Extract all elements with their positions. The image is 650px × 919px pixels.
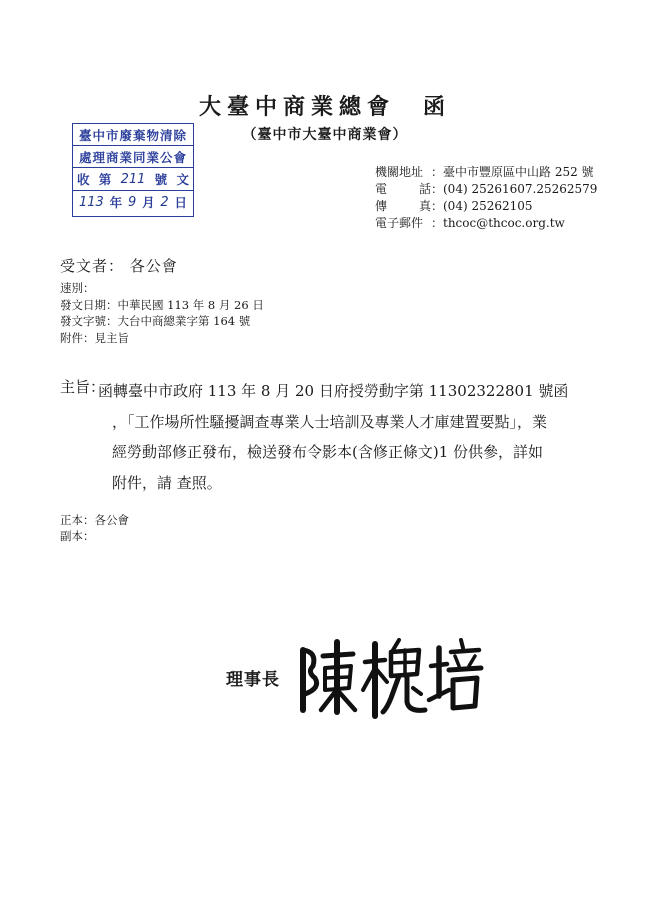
subject-label: 主旨：	[60, 378, 106, 396]
subject-line-3: 經勞動部修正發布，檢送發布令影本(含修正條文)1 份供參，詳如	[112, 443, 544, 461]
contact-block	[375, 164, 597, 232]
contact-fax	[375, 198, 597, 215]
stamp-number: 211	[120, 171, 146, 187]
fax-value: ：(04) 25262105	[431, 199, 533, 213]
stamp-line-2: 處理商業同業公會	[73, 146, 193, 168]
contact-email	[375, 215, 597, 232]
stamp-date-row	[73, 191, 193, 213]
contact-address	[375, 164, 597, 181]
subject-line-4: 附件，請 查照。	[112, 473, 222, 492]
fax-label: 傳 真	[375, 199, 431, 213]
address-label: 機關地址	[375, 165, 424, 179]
stamp-month: 9	[127, 194, 137, 210]
stamp-hao-label: 號	[154, 172, 168, 187]
contact-phone	[375, 181, 597, 198]
document-subtitle: （臺中市大臺中商業會）	[242, 127, 408, 143]
address-value: ：臺中市豐原區中山路 252 號	[431, 165, 594, 179]
stamp-number-row	[73, 168, 193, 191]
phone-label: 電 話	[375, 182, 431, 196]
subject-body	[98, 376, 593, 498]
meta-block	[60, 280, 264, 346]
stamp-di-label: 第	[98, 172, 112, 187]
stamp-line-1: 臺中市廢棄物清除	[73, 124, 193, 146]
stamp-year: 113	[79, 194, 104, 210]
subject-line-2: ，「工作場所性騷擾調查專業人士培訓及專業人才庫建置要點」，業	[112, 412, 548, 431]
duplicate-recipients: 副本：	[60, 529, 95, 543]
receipt-stamp	[72, 123, 194, 217]
phone-value: ：(04) 25261607.25262579	[431, 182, 598, 196]
original-recipients: 正本：各公會	[60, 513, 129, 527]
issue-date: 發文日期：中華民國 113 年 8 月 26 日	[60, 297, 264, 312]
attachment-field: 附件：見主旨	[60, 330, 129, 345]
issue-number: 發文字號：大台中商總業字第 164 號	[60, 314, 251, 328]
speed-field: 速別：	[60, 281, 95, 295]
stamp-day: 2	[160, 194, 169, 210]
subject-line-1: 函轉臺中市政府 113 年 8 月 20 日府授勞動字第 11302322801 號函	[98, 382, 569, 400]
signatory-title: 理事長	[226, 670, 280, 690]
stamp-receive-label: 收	[77, 172, 90, 187]
copies-block	[60, 512, 129, 544]
email-label: 電子郵件	[375, 216, 424, 230]
recipient-line: 受文者： 各公會	[60, 257, 178, 275]
chairman-signature	[295, 632, 485, 722]
stamp-year-unit: 年	[109, 195, 123, 210]
email-value: ：thcoc@thcoc.org.tw	[431, 216, 565, 230]
stamp-wen-label: 文	[176, 172, 189, 187]
document-title: 大臺中商業總會 函	[198, 94, 451, 120]
stamp-month-unit: 月	[142, 195, 155, 210]
stamp-day-unit: 日	[174, 195, 187, 210]
